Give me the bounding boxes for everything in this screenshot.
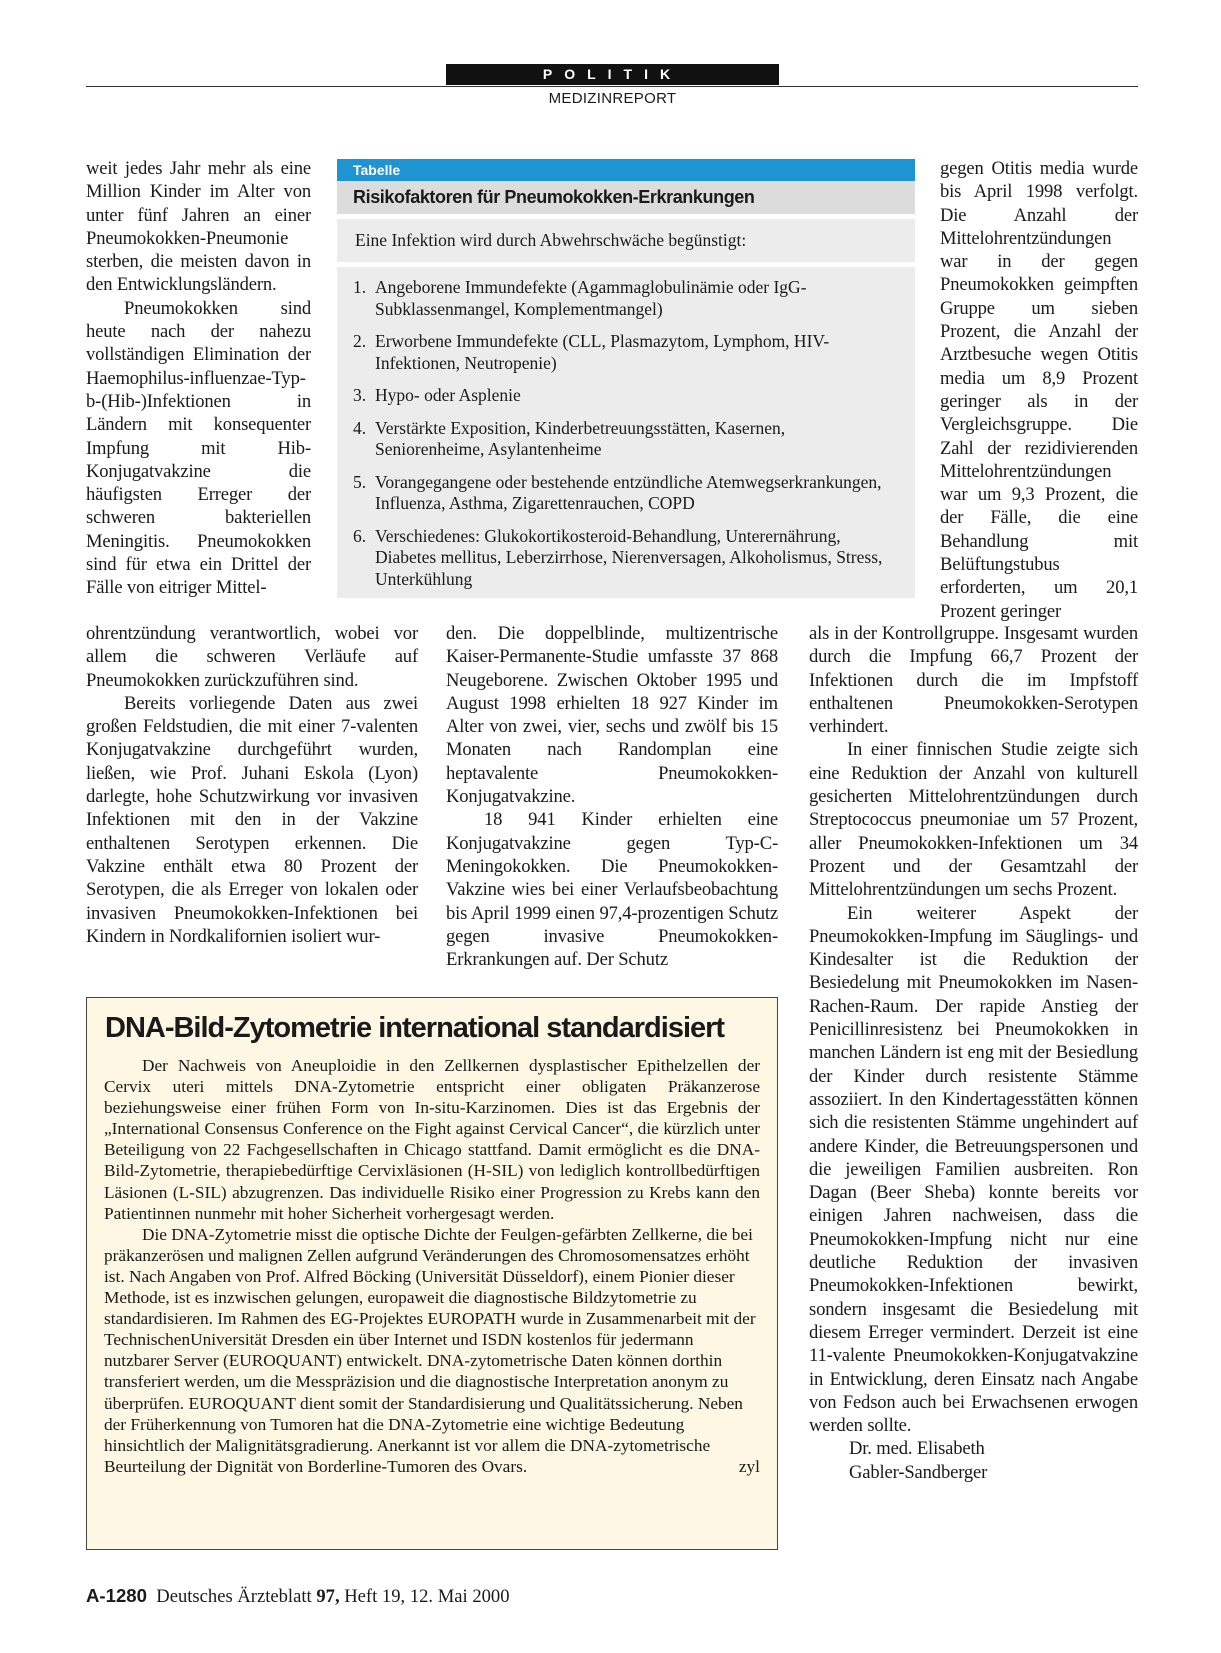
- paragraph: den. Die doppelblinde, multizentrische Kaiser-Permanente-Studie umfasste 37 868 Neugeborene. Zwischen Oktober 1995 und August 1998 erhielten 18 927 Kinder im Alter von zwei, vier, sechs und zwölf bis 15 Monaten nach Randomplan eine heptavalente Pneumokokken-Konjugatvakzine.: [446, 623, 778, 808]
- header-rule: [86, 86, 1138, 87]
- paragraph: 18 941 Kinder erhielten eine Konjugatvakzine gegen Typ-C-Meningokokken. Die Pneumokokken-Vakzine wies bei einer Verlaufsbeobachtung bis April 1999 einen 97,4-prozentigen Schutz gegen invasive Pneumokokken-Erkrankungen auf. Der Schutz: [446, 809, 778, 971]
- author-byline: [809, 1437, 1138, 1484]
- paragraph: als in der Kontrollgruppe. Insgesamt wurden durch die Impfung 66,7 Prozent der Infektionen durch die im Impfstoff enthaltenen Pneumokokken-Serotypen verhindert.: [809, 623, 1138, 738]
- column-3-bottom: [809, 622, 1138, 1484]
- author-line: Dr. med. Elisabeth: [849, 1438, 985, 1460]
- list-number: 5.: [353, 471, 367, 492]
- dna-box-body: [104, 1055, 760, 1477]
- journal-volume: 97,: [316, 1586, 340, 1607]
- section-label: POLITIK: [542, 66, 683, 82]
- table-tag: Tabelle: [337, 159, 915, 181]
- list-number: 4.: [353, 417, 367, 438]
- page-footer: [86, 1585, 510, 1608]
- column-3-top: [940, 157, 1138, 623]
- paragraph: In einer finnischen Studie zeigte sich eine Reduktion der Anzahl von kulturell gesicherten Mittelohrentzündungen durch Streptococcus pneumoniae um 57 Prozent, aller Pneumokokken-Infektionen um 34 Prozent und der Gesamtzahl der Mittelohrentzündungen um sechs Prozent.: [809, 739, 1138, 901]
- paragraph: Pneumokokken sind heute nach der nahezu vollständigen Elimination der Haemophilus-influenzae-Typ-b-(Hib-)Infektionen in Ländern mit konsequenter Impfung mit Hib-Konjugatvakzine die häufigsten Erreger der schweren bakteriellen Meningitis. Pneumokokken sind für etwa ein Drittel der Fälle von eitriger Mittel-: [86, 297, 311, 599]
- dna-box-title: DNA-Bild-Zytometrie international standardisiert: [105, 1012, 725, 1044]
- list-item: [353, 385, 895, 407]
- paragraph: weit jedes Jahr mehr als eine Million Kinder im Alter von unter fünf Jahren an einer Pneumokokken-Pneumonie sterben, die meisten davon in den Entwicklungsländern.: [86, 158, 311, 296]
- paragraph-text: Die DNA-Zytometrie misst die optische Dichte der Feulgen-gefärbten Zellkerne, die bei präkanzerösen und malignen Zellen aufgrund Veränderungen des Chromosomensatzes erhöht ist. Nach Angaben von Prof. Alfred Böcking (Universität Düsseldorf), einem Pionier dieser Methode, ist es inzwischen gelungen, europaweit die diagnostische Bildzytometrie zu standardisieren. Im Rahmen des EG-Projektes EUROPATH wurde in Zusammenarbeit mit der TechnischenUniversität Dresden ein über Internet und ISDN kostenlos für jedermann nutzbarer Server (EUROQUANT) entwickelt. DNA-zytometrische Daten können dorthin transferiert werden, um die Messpräzision und die diagnostische Interpretation anonym zu überprüfen. EUROQUANT dient somit der Standardisierung und Qualitätssicherung. Neben der Früherkennung von Tumoren hat die DNA-Zytometrie eine wichtige Bedeutung hinsichtlich der Malignitätsgradierung. Anerkannt ist vor allem die DNA-zytometrische Beurteilung der Dignität von Borderline-Tumoren des Ovars.: [104, 1224, 756, 1476]
- table-intro: Eine Infektion wird durch Abwehrschwäche begünstigt:: [337, 219, 915, 262]
- list-text: Verschiedenes: Glukokortikosteroid-Behandlung, Unterernährung, Diabetes mellitus, Leberzirrhose, Nierenversagen, Alkoholismus, Stress, Unterkühlung: [375, 525, 883, 589]
- page-number: A-1280: [86, 1585, 147, 1606]
- column-1-top: [86, 157, 311, 600]
- dna-info-box: [86, 997, 778, 1550]
- list-number: 6.: [353, 525, 367, 546]
- table-title: Risikofaktoren für Pneumokokken-Erkrankungen: [337, 181, 915, 214]
- list-text: Erworbene Immundefekte (CLL, Plasmazytom, Lymphom, HIV-Infektionen, Neutropenie): [375, 331, 830, 373]
- list-text: Vorangegangene oder bestehende entzündliche Atemwegserkrankungen, Influenza, Asthma, Zigarettenrauchen, COPD: [375, 471, 882, 513]
- journal-name: Deutsches Ärzteblatt: [156, 1586, 312, 1607]
- author-line: Gabler-Sandberger: [849, 1461, 988, 1483]
- list-text: Hypo- oder Asplenie: [375, 385, 521, 405]
- risk-factor-table: [337, 159, 915, 598]
- sub-section-label: MEDIZINREPORT: [548, 90, 677, 107]
- list-text: Verstärkte Exposition, Kinderbetreuungsstätten, Kasernen, Seniorenheime, Asylantenheime: [375, 417, 786, 459]
- author-signature: zyl: [738, 1456, 760, 1476]
- paragraph: [104, 1224, 760, 1477]
- list-item: [353, 526, 895, 591]
- list-item: [353, 331, 895, 374]
- table-list: [337, 267, 915, 598]
- list-number: 1.: [353, 277, 367, 297]
- paragraph: gegen Otitis media wurde bis April 1998 verfolgt. Die Anzahl der Mittelohrentzündungen war in der gegen Pneumokokken geimpften Gruppe um sieben Prozent, die Anzahl der Arztbesuche wegen Otitis media um 8,9 Prozent geringer als in der Vergleichsgruppe. Die Zahl der rezidivierenden Mittelohrentzündungen war um 9,3 Prozent, die der Fälle, die eine Behandlung mit Belüftungstubus erforderten, um 20,1 Prozent geringer: [940, 158, 1138, 622]
- column-1-bottom: [86, 622, 418, 948]
- paragraph: Ein weiterer Aspekt der Pneumokokken-Impfung im Säuglings- und Kindesalter ist die Reduktion der Besiedelung mit Pneumokokken im Nasen-Rachen-Raum. Der rapide Anstieg der Penicillinresistenz bei Pneumokokken in manchen Ländern ist eng mit der Besiedlung der Kinder durch resistente Stämme assoziiert. In den Kindertagesstätten können sich die resistenten Stämme ungehindert auf andere Kinder, die Betreuungspersonen und die jeweiligen Familien ausbreiten. Ron Dagan (Beer Sheba) konnte bereits vor einigen Jahren nachweisen, dass die Pneumokokken-Impfung nicht nur eine deutliche Reduktion der invasiven Pneumokokken-Infektionen bewirkt, sondern insgesamt die Besiedelung mit diesem Erreger vermindert. Derzeit ist eine 11-valente Pneumokokken-Konjugatvakzine in Entwicklung, deren Einsatz nach Angabe von Fedson auch bei Erwachsenen erwogen werden sollte.: [809, 902, 1138, 1437]
- list-item: [353, 418, 895, 461]
- list-item: [353, 472, 895, 515]
- list-number: 2.: [353, 331, 367, 351]
- journal-issue: Heft 19, 12. Mai 2000: [344, 1586, 510, 1607]
- column-2: [446, 622, 778, 971]
- paragraph: ohrentzündung verantwortlich, wobei vor allem die schweren Verläufe auf Pneumokokken zurückzuführen sind.: [86, 623, 418, 691]
- paragraph: Bereits vorliegende Daten aus zwei großen Feldstudien, die mit einer 7-valenten Konjugatvakzine durchgeführt wurden, ließen, wie Prof. Juhani Eskola (Lyon) darlegte, hohe Schutzwirkung vor invasiven Infektionen mit den in der Vakzine enthaltenen Serotypen erkennen. Die Vakzine enthält etwa 80 Prozent der Serotypen, die als Erreger von lokalen oder invasiven Pneumokokken-Infektionen bei Kindern in Nordkalifornien isoliert wur-: [86, 692, 418, 947]
- paragraph: Der Nachweis von Aneuploidie in den Zellkernen dysplastischer Epithelzellen der Cervix uteri mittels DNA-Zytometrie entspricht einer obligaten Präkanzerose beziehungsweise einer frühen Form von In-situ-Karzinomen. Dies ist das Ergebnis der „International Consensus Conference on the Fight against Cervical Cancer“, die kürzlich unter Beteiligung von 22 Fachgesellschaften in Chicago stattfand. Damit ermöglicht es die DNA-Bild-Zytometrie, therapiebedürftige Cervixläsionen (H-SIL) von lediglich kontrollbedürftigen Läsionen (L-SIL) abzugrenzen. Das individuelle Risiko einer Progression zu Krebs kann den Patientinnen nunmehr mit hoher Sicherheit vorhergesagt werden.: [104, 1056, 760, 1223]
- list-text: Angeborene Immundefekte (Agammaglobulinämie oder IgG-Subklassenmangel, Komplementmangel): [375, 277, 807, 319]
- list-item: [353, 277, 895, 320]
- list-number: 3.: [353, 385, 367, 405]
